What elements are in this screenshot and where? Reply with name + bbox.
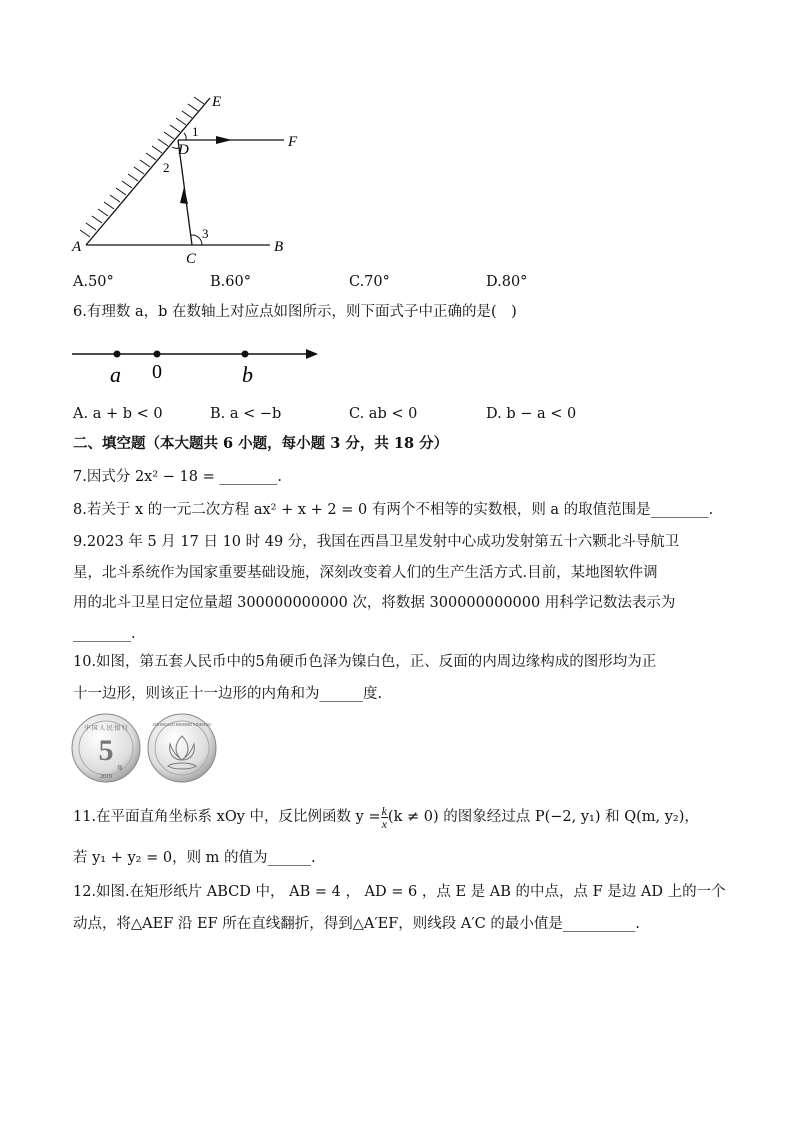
q11-line-2: 若 y₁ + y₂ = 0，则 m 的值为______. — [73, 850, 316, 866]
coin-unit: 角 — [116, 766, 124, 772]
coin-back — [148, 714, 216, 782]
label-c: C — [186, 251, 197, 267]
q6-option-a: A. a + b < 0 — [73, 406, 163, 422]
angle-3-arc — [191, 235, 202, 245]
arrow-right — [216, 136, 232, 144]
coin-value: 5 — [98, 734, 114, 767]
label-1: 1 — [192, 124, 199, 139]
coin-figure — [70, 712, 220, 784]
q11-line-1 — [73, 802, 699, 832]
q12-line-1: 12.如图.在矩形纸片 ABCD 中， AB = 4 ， AD = 6 ，点 E 是 AB 的中点，点 F 是边 AD 上的一个 — [73, 884, 726, 900]
coin-front — [72, 714, 140, 782]
label-e: E — [212, 94, 222, 110]
fraction-k-over-x — [381, 805, 388, 830]
coin-year: 2019 — [100, 774, 112, 780]
label-d: D — [178, 142, 189, 158]
mirror-hatching — [80, 97, 204, 237]
section-heading: 二、填空题（本大题共 6 小题，每小题 3 分，共 18 分） — [73, 435, 449, 452]
q7-text: 7.因式分 2x² − 18 = ________. — [73, 469, 282, 485]
number-line-arrow — [306, 349, 318, 359]
q10-line-1: 10.如图，第五套人民币中的5角硬币色泽为镍白色，正、反面的内周边缘构成的图形均为正 — [73, 654, 657, 670]
label-point-a: a — [110, 362, 121, 387]
coin-top-text: 中 国 人 民 银 行 — [84, 726, 128, 732]
q6-option-d: D. b − a < 0 — [486, 406, 577, 422]
q8-text: 8.若关于 x 的一元二次方程 ax² + x + 2 = 0 有两个不相等的实数根，则 a 的取值范围是________. — [73, 502, 714, 518]
label-b: B — [274, 239, 284, 255]
q5-option-c: C.70° — [349, 274, 390, 290]
angle-figure — [66, 92, 316, 272]
q11-line-1a: 11.在平面直角坐标系 xOy 中，反比例函数 y = — [73, 809, 381, 825]
q6-text: 6.有理数 a，b 在数轴上对应点如图所示，则下面式子中正确的是( ) — [73, 304, 517, 320]
q10-line-2: 十一边形，则该正十一边形的内角和为______度. — [73, 686, 383, 702]
arrow-up — [180, 187, 188, 204]
point-a — [114, 351, 121, 358]
label-point-zero: 0 — [152, 361, 162, 383]
line-ae — [86, 98, 210, 245]
q5-option-a: A.50° — [73, 274, 114, 290]
label-f: F — [288, 134, 298, 150]
label-3: 3 — [202, 226, 209, 241]
label-a: A — [72, 239, 82, 255]
coin-rim-text: ZHONGGUO RENMIN YINHANG — [152, 722, 212, 727]
q6-option-b: B. a < −b — [210, 406, 282, 422]
label-point-b: b — [242, 362, 253, 387]
q9-line-4: ________. — [73, 626, 136, 642]
q5-option-b: B.60° — [210, 274, 251, 290]
q9-line-1: 9.2023 年 5 月 17 日 10 时 49 分，我国在西昌卫星发射中心成功发射第五十六颗北斗导航卫 — [73, 534, 680, 550]
point-b — [242, 351, 249, 358]
label-2: 2 — [163, 160, 170, 175]
q5-option-d: D.80° — [486, 274, 528, 290]
q11-line-1b: (k ≠ 0) 的图象经过点 P(−2, y₁) 和 Q(m, y₂)， — [387, 809, 699, 825]
fraction-numerator: k — [381, 803, 387, 818]
q9-line-3: 用的北斗卫星日定位量超 300000000000 次，将数据 300000000000 用科学记数法表示为 — [73, 595, 676, 611]
q6-option-c: C. ab < 0 — [349, 406, 418, 422]
point-zero — [154, 351, 161, 358]
q12-line-2: 动点，将△AEF 沿 EF 所在直线翻折，得到△A′EF，则线段 A′C 的最小值是__________. — [73, 916, 640, 932]
number-line — [70, 342, 324, 388]
q9-line-2: 星，北斗系统作为国家重要基础设施，深刻改变着人们的生产生活方式.目前，某地图软件调 — [73, 565, 658, 581]
fraction-denominator: x — [381, 816, 387, 831]
angle-1-arc — [184, 133, 186, 140]
